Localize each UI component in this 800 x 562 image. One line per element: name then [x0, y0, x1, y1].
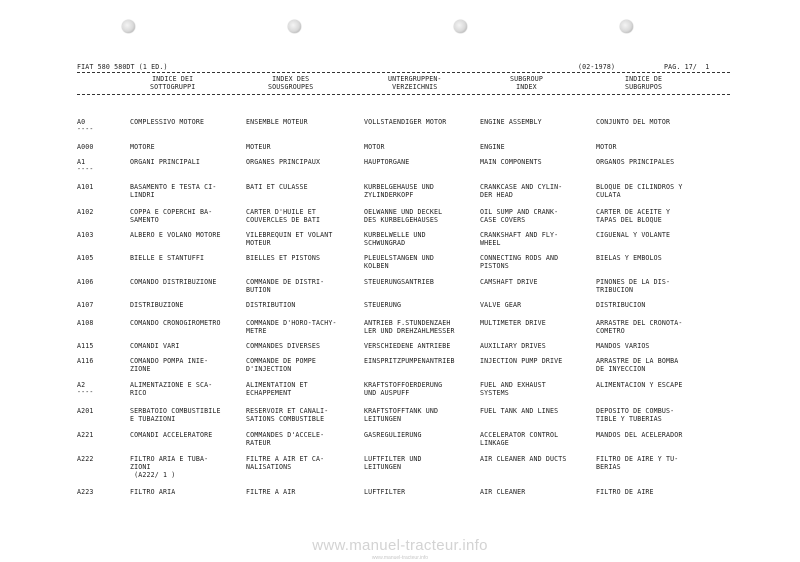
description-french: ALIMENTATION ET ECHAPPEMENT — [246, 381, 308, 398]
description-english: CAMSHAFT DRIVE — [480, 278, 538, 286]
description-french: MOTEUR — [246, 143, 271, 151]
binder-hole-right — [454, 20, 467, 33]
description-english: FUEL AND EXHAUST SYSTEMS — [480, 381, 546, 398]
description-english: VALVE GEAR — [480, 301, 522, 309]
description-spanish: BLOQUE DE CILINDROS Y CULATA — [596, 183, 683, 200]
description-spanish: MANDOS VARIOS — [596, 342, 650, 350]
description-spanish: MANDOS DEL ACELERADOR — [596, 431, 683, 439]
description-german: LUFTFILTER — [364, 488, 406, 496]
description-german: EINSPRITZPUMPENANTRIEB — [364, 357, 455, 365]
description-italian: COMANDO CRONOGIROMETRO — [130, 319, 221, 327]
description-italian: COMPLESSIVO MOTORE — [130, 118, 205, 126]
subgroup-code: A103 — [77, 231, 94, 239]
description-english: AIR CLEANER AND DUCTS — [480, 455, 567, 463]
column-header-french: INDEX DES SOUSGROUPES — [268, 75, 314, 92]
binder-hole-far-right — [620, 20, 633, 33]
description-french: CARTER D'HUILE ET COUVERCLES DE BATI — [246, 208, 321, 225]
description-french: COMMANDES DIVERSES — [246, 342, 321, 350]
description-german: KURBELWELLE UND SCHWUNGRAD — [364, 231, 426, 248]
description-italian: MOTORE — [130, 143, 155, 151]
description-spanish: ARRASTRE DE LA BOMBA DE INYECCION — [596, 357, 679, 374]
binder-hole-left — [122, 20, 135, 33]
code-underline: ---- — [77, 125, 94, 133]
description-german: LUFTFILTER UND LEITUNGEN — [364, 455, 422, 472]
column-header-german: UNTERGRUPPEN- VERZEICHNIS — [388, 75, 442, 92]
code-underline: ---- — [77, 165, 94, 173]
description-italian: FILTRO ARIA — [130, 488, 176, 496]
description-english: OIL SUMP AND CRANK- CASE COVERS — [480, 208, 559, 225]
description-italian: BIELLE E STANTUFFI — [130, 254, 205, 262]
description-french: COMMANDE DE POMPE D'INJECTION — [246, 357, 317, 374]
description-english: ENGINE — [480, 143, 505, 151]
subgroup-code: A222 — [77, 455, 94, 463]
subgroup-code: A1 — [77, 158, 86, 166]
description-french: COMMANDE D'HORO-TACHY- METRE — [246, 319, 337, 336]
description-spanish: PINONES DE LA DIS- TRIBUCION — [596, 278, 671, 295]
column-header-english: SUBGROUP INDEX — [510, 75, 543, 92]
subgroup-code: A0 — [77, 118, 86, 126]
subgroup-code: A107 — [77, 301, 94, 309]
description-english: ACCELERATOR CONTROL LINKAGE — [480, 431, 559, 448]
header-rule-top — [77, 72, 730, 73]
description-spanish: DEPOSITO DE COMBUS- TIBLE Y TUBERIAS — [596, 407, 675, 424]
description-german: VERSCHIEDENE ANTRIEBE — [364, 342, 451, 350]
description-spanish: BIELAS Y EMBOLOS — [596, 254, 662, 262]
description-spanish: FILTRO DE AIRE Y TU- BERIAS — [596, 455, 679, 472]
description-german: GASREGULIERUNG — [364, 431, 422, 439]
description-french: FILTRE A AIR ET CA- NALISATIONS — [246, 455, 325, 472]
description-italian: COMANDI VARI — [130, 342, 180, 350]
description-english: AIR CLEANER — [480, 488, 526, 496]
description-german: VOLLSTAENDIGER MOTOR — [364, 118, 447, 126]
description-spanish: CARTER DE ACEITE Y TAPAS DEL BLOQUE — [596, 208, 671, 225]
subgroup-code: A201 — [77, 407, 94, 415]
subgroup-code: A108 — [77, 319, 94, 327]
subgroup-code: A000 — [77, 143, 94, 151]
description-german: HAUPTORGANE — [364, 158, 410, 166]
description-french: BIELLES ET PISTONS — [246, 254, 321, 262]
description-spanish: ORGANOS PRINCIPALES — [596, 158, 675, 166]
header-rule-bottom — [77, 94, 730, 95]
description-english: MAIN COMPONENTS — [480, 158, 542, 166]
document-date: (02-1978) — [578, 63, 616, 71]
description-spanish: MOTOR — [596, 143, 617, 151]
description-german: OELWANNE UND DECKEL DES KURBELGEHAUSES — [364, 208, 443, 225]
description-french: VILEBREQUIN ET VOLANT MOTEUR — [246, 231, 333, 248]
description-french: RESERVOIR ET CANALI- SATIONS COMBUSTIBLE — [246, 407, 329, 424]
description-italian: ORGANI PRINCIPALI — [130, 158, 201, 166]
description-italian: COMANDI ACCELERATORE — [130, 431, 213, 439]
description-german: KURBELGEHAUSE UND ZYLINDERKOPF — [364, 183, 435, 200]
subgroup-code: A221 — [77, 431, 94, 439]
description-english: CONNECTING RODS AND PISTONS — [480, 254, 559, 271]
description-french: FILTRE A AIR — [246, 488, 296, 496]
description-french: DISTRIBUTION — [246, 301, 296, 309]
description-spanish: CONJUNTO DEL MOTOR — [596, 118, 671, 126]
description-spanish: ARRASTRE DEL CRONOTA- COMETRO — [596, 319, 683, 336]
subgroup-code: A102 — [77, 208, 94, 216]
description-english: CRANKSHAFT AND FLY- WHEEL — [480, 231, 559, 248]
page-number: PAG. 17/ 1 — [664, 63, 710, 71]
description-french: ORGANES PRINCIPAUX — [246, 158, 321, 166]
description-english: CRANKCASE AND CYLIN- DER HEAD — [480, 183, 563, 200]
description-italian: DISTRIBUZIONE — [130, 301, 184, 309]
description-german: KRAFTSTOFFOERDERUNG UND AUSPUFF — [364, 381, 443, 398]
description-german: KRAFTSTOFFTANK UND LEITUNGEN — [364, 407, 439, 424]
description-french: COMMANDES D'ACCELE- RATEUR — [246, 431, 325, 448]
description-german: ANTRIEB F.STUNDENZAEH LER UND DREHZAHLMESSER — [364, 319, 455, 336]
description-german: MOTOR — [364, 143, 385, 151]
description-italian: COMANDO POMPA INIE- ZIONE — [130, 357, 209, 374]
binder-hole-center — [288, 20, 301, 33]
description-english: AUXILIARY DRIVES — [480, 342, 546, 350]
column-header-italian: INDICE DEI SOTTOGRUPPI — [150, 75, 196, 92]
subgroup-code: A106 — [77, 278, 94, 286]
subgroup-code: A2 — [77, 381, 86, 389]
description-english: FUEL TANK AND LINES — [480, 407, 559, 415]
description-italian: ALBERO E VOLANO MOTORE — [130, 231, 221, 239]
description-english: INJECTION PUMP DRIVE — [480, 357, 563, 365]
watermark-url-small: www.manuel-tracteur.info — [371, 555, 429, 561]
subgroup-code: A116 — [77, 357, 94, 365]
model-title: FIAT 580 580DT (1 ED.) — [77, 63, 168, 71]
code-underline: ---- — [77, 388, 94, 396]
description-spanish: ALIMENTACION Y ESCAPE — [596, 381, 683, 389]
subgroup-code: A115 — [77, 342, 94, 350]
subgroup-code: A101 — [77, 183, 94, 191]
description-italian: SERBATOIO COMBUSTIBILE E TUBAZIONI — [130, 407, 221, 424]
description-italian: COPPA E COPERCHI BA- SAMENTO — [130, 208, 213, 225]
description-german: STEUERUNG — [364, 301, 402, 309]
description-french: COMMANDE DE DISTRI- BUTION — [246, 278, 325, 295]
description-italian: BASAMENTO E TESTA CI- LINDRI — [130, 183, 217, 200]
description-english: ENGINE ASSEMBLY — [480, 118, 542, 126]
description-german: PLEUELSTANGEN UND KOLBEN — [364, 254, 435, 271]
subgroup-code: A105 — [77, 254, 94, 262]
description-italian: COMANDO DISTRIBUZIONE — [130, 278, 217, 286]
description-spanish: FILTRO DE AIRE — [596, 488, 654, 496]
description-spanish: CIGUENAL Y VOLANTE — [596, 231, 671, 239]
description-italian: ALIMENTAZIONE E SCA- RICO — [130, 381, 213, 398]
subgroup-code: A223 — [77, 488, 94, 496]
description-english: MULTIMETER DRIVE — [480, 319, 546, 327]
description-french: ENSEMBLE MOTEUR — [246, 118, 308, 126]
description-italian: FILTRO ARIA E TUBA- ZIONI (A222/ 1 ) — [130, 455, 209, 480]
column-header-spanish: INDICE DE SUBGRUPOS — [625, 75, 663, 92]
description-french: BATI ET CULASSE — [246, 183, 308, 191]
description-german: STEUERUNGSANTRIEB — [364, 278, 435, 286]
description-spanish: DISTRIBUCION — [596, 301, 646, 309]
watermark-url: www.manuel-tracteur.info — [312, 537, 488, 554]
